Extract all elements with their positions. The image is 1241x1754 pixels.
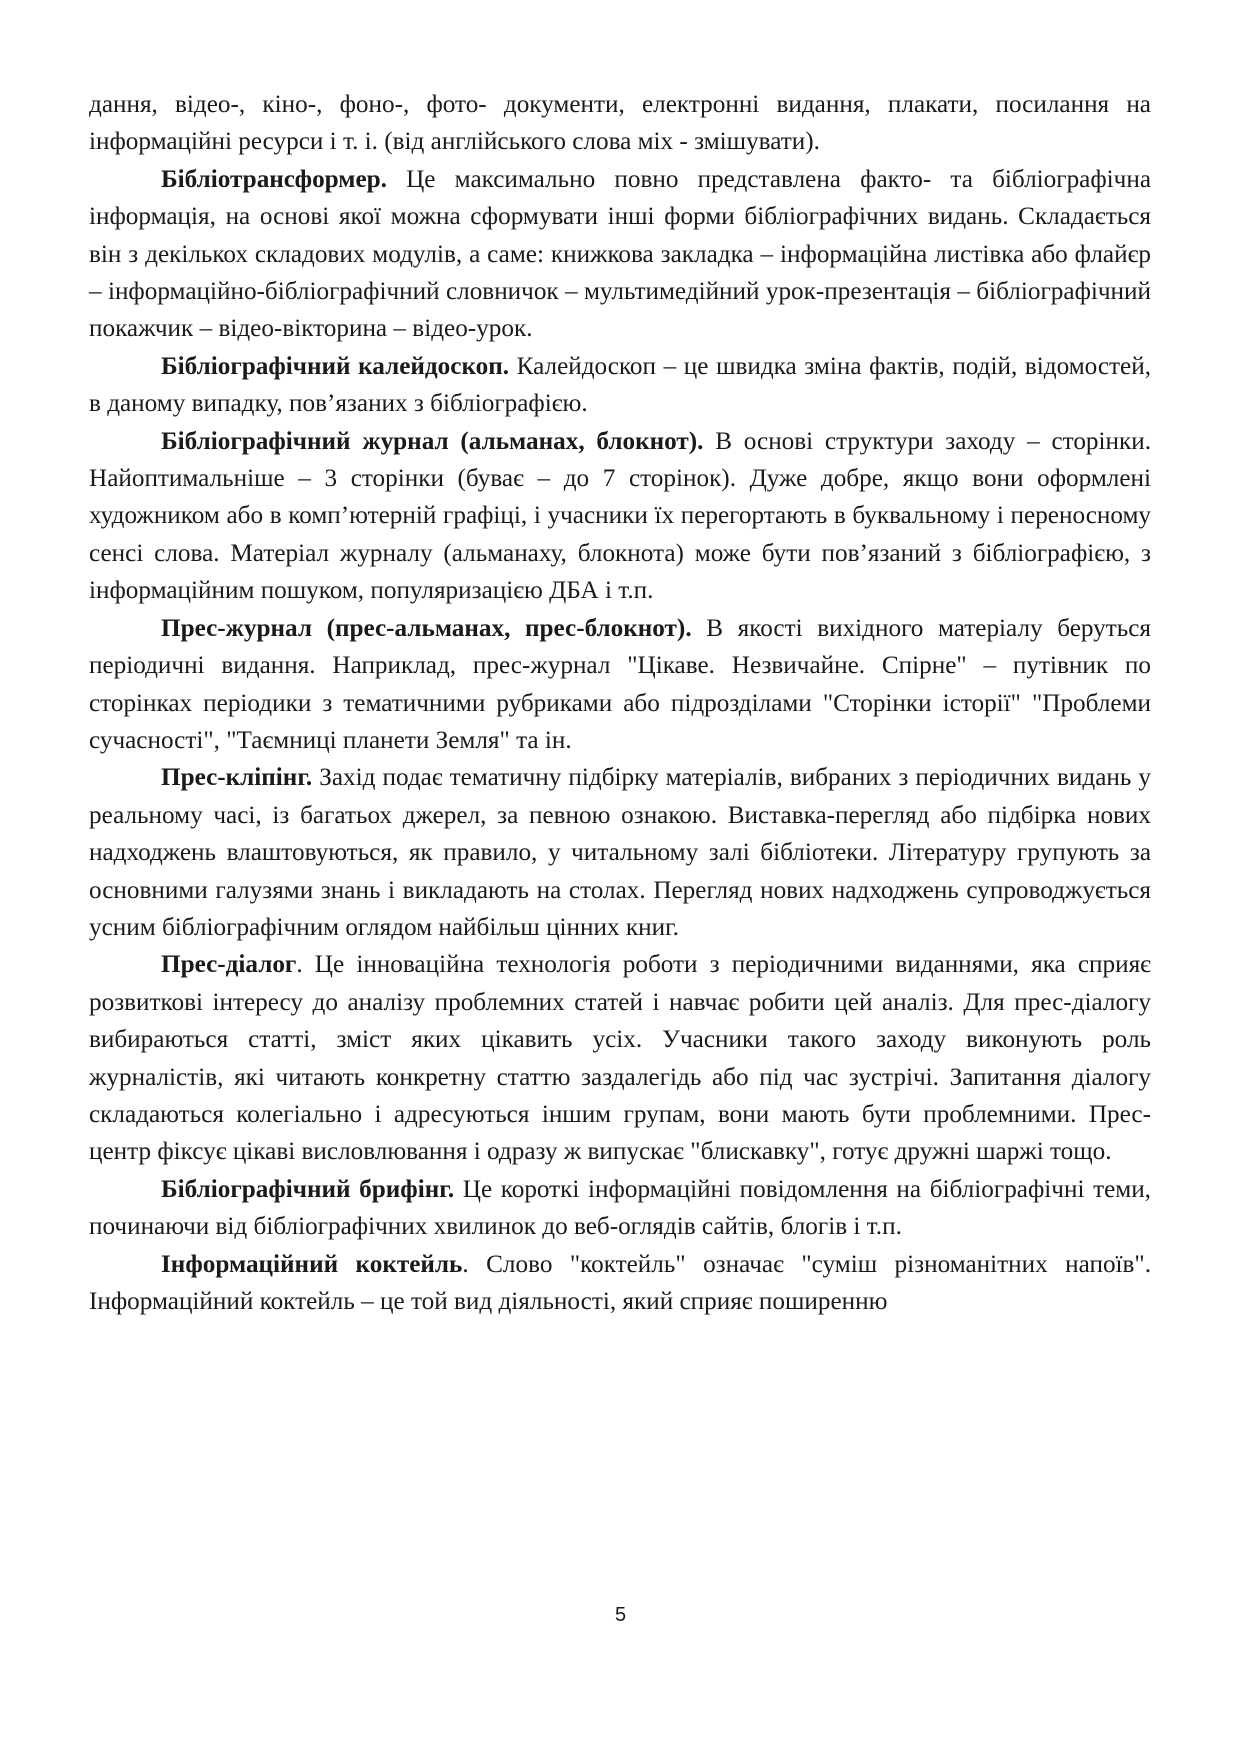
paragraph-body: . Слово "коктейль" означає "суміш різноманітних напоїв". Інформаційний коктейль – це той вид діяльності, який сприяє поширенню — [89, 1250, 1152, 1315]
paragraph-heading: Бібліографічний калейдоскоп. — [161, 352, 510, 380]
page-number: 5 — [614, 1604, 627, 1626]
paragraph-heading: Бібліографічний брифінг. — [161, 1175, 455, 1203]
paragraph-kaleidoscope — [89, 348, 1151, 423]
paragraph-heading: Бібліографічний журнал (альманах, блокнот). — [161, 427, 704, 455]
paragraph-heading: Інформаційний коктейль — [161, 1250, 463, 1278]
paragraph-heading: Прес-журнал (прес-альманах, прес-блокнот). — [161, 614, 692, 642]
paragraph-press-dialogue — [89, 946, 1151, 1170]
paragraph-body: Калейдоскоп – це швидка зміна фактів, подій, відомостей, в даному випадку, пов’язаних з бібліографією. — [89, 352, 1151, 418]
paragraph-continuation — [89, 86, 1151, 161]
paragraph-body: В якості вихідного матеріалу беруться періодичні видання. Наприклад, прес-журнал "Цікаве. Незвичайне. Спірне" – путівник по сторінках періодики з тематичними рубриками або підрозділами "Сторінки історії" "Проблеми сучасності", "Таємниці планети Земля" та ін. — [89, 614, 1152, 754]
paragraph-heading: Бібліотрансформер. — [161, 165, 387, 193]
paragraph-body: Захід подає тематичну підбірку матеріалів, вибраних з періодичних видань у реальному часі, із багатьох джерел, за певною ознакою. Виставка-перегляд або підбірка нових надходжень влаштовуються, як правило, у читальному залі бібліотеки. Літературу групують за основними галузями знань і викладають на столах. Перегляд нових надходжень супроводжується усним бібліографічним оглядом найбільш цінних книг. — [89, 764, 1151, 941]
paragraph-body: дання, відео-, кіно-, фоно-, фото- документи, електронні видання, плакати, посилання на інформаційні ресурси і т. і. (від англійського слова міх - змішувати). — [89, 91, 1151, 156]
paragraph-press-clipping — [89, 759, 1151, 946]
paragraph-heading: Прес-діалог — [161, 951, 297, 979]
paragraph-body: . Це інноваційна технологія роботи з періодичними виданнями, яка сприяє розвиткові інтересу до аналізу проблемних статей і навчає робити цей аналіз. Для прес-діалогу вибираються статті, зміст яких цікавить усіх. Учасники такого заходу виконують роль журналістів, які читають конкретну статтю заздалегідь або під час зустрічі. Запитання діалогу складаються колегіально і адресуються іншим групам, вони мають бути проблемними. Прес-центр фіксує цікаві висловлювання і одразу ж випускає "блискавку", готує дружні шаржі тощо. — [89, 951, 1151, 1166]
paragraph-bibliotransformer — [89, 161, 1151, 348]
paragraph-bibliographic-journal — [89, 423, 1151, 610]
paragraph-press-journal — [89, 610, 1151, 760]
paragraph-cocktail — [89, 1246, 1151, 1321]
paragraph-briefing — [89, 1171, 1151, 1246]
paragraph-body: Це короткі інформаційні повідомлення на бібліографічні теми, починаючи від бібліографічних хвилинок до веб-оглядів сайтів, блогів і т.п. — [89, 1175, 1151, 1241]
paragraph-heading: Прес-кліпінг. — [161, 764, 313, 792]
paragraph-body: Це максимально повно представлена факто- та бібліографічна інформація, на основі якої можна сформувати інші форми бібліографічних видань. Складається він з декількох складових модулів, а саме: книжкова закладка – інформаційна листівка або флайєр – інформаційно-бібліографічний словничок – мультимедійний урок-презентація – бібліографічний покажчик – відео-вікторина – відео-урок. — [89, 165, 1151, 343]
document-body — [89, 86, 1151, 1320]
paragraph-body: В основі структури заходу – сторінки. Найоптимальніше – 3 сторінки (буває – до 7 сторінок). Дуже добре, якщо вони оформлені художником або в комп’ютерній графіці, і учасники їх перегортають в буквальному і переносному сенсі слова. Матеріал журналу (альманаху, блокнота) може бути пов’язаний з бібліографією, з інформаційним пошуком, популяризацією ДБА і т.п. — [89, 427, 1151, 605]
